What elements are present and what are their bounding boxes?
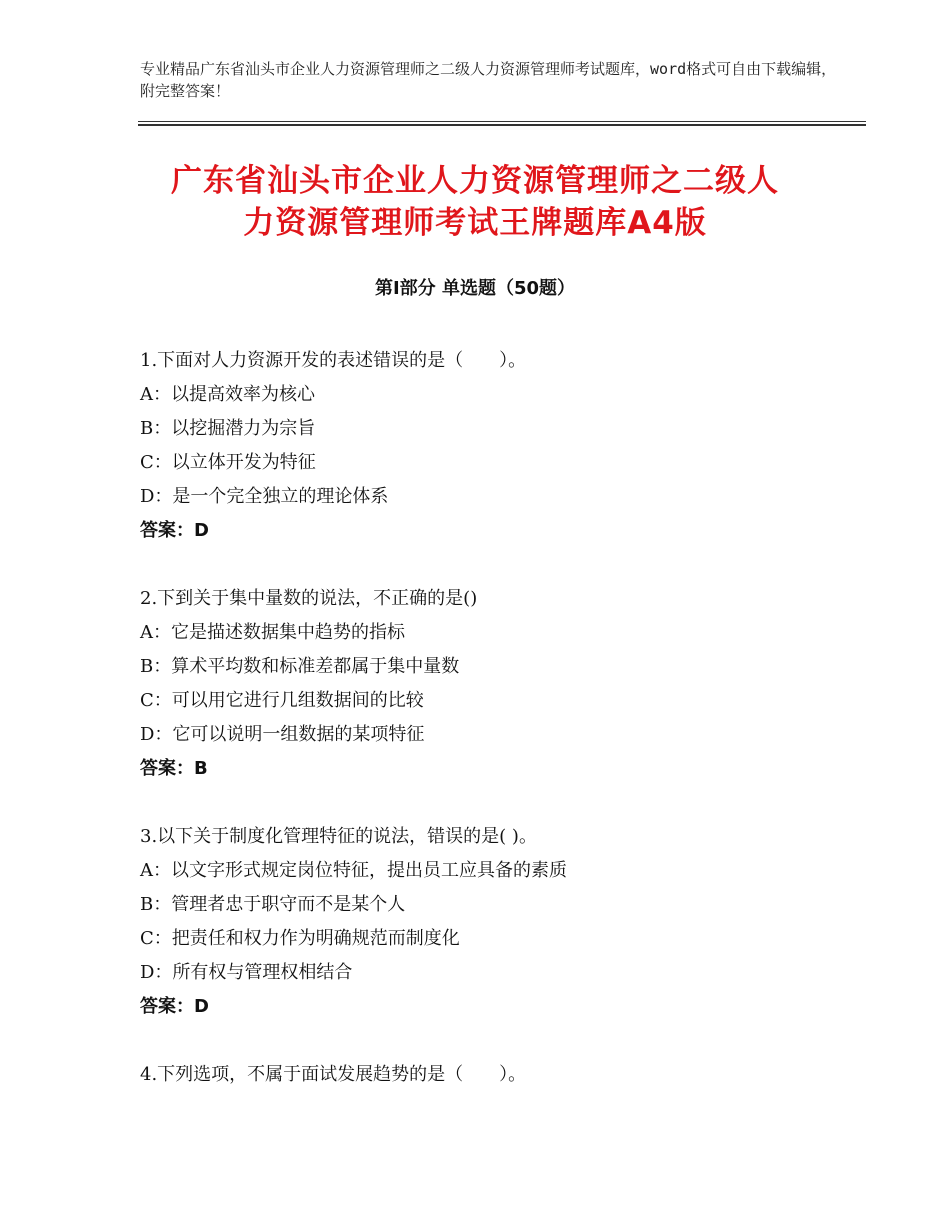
option-d: D：所有权与管理权相结合 <box>140 962 353 983</box>
question-list <box>140 344 860 1126</box>
question-stem: 2.下到关于集中量数的说法，不正确的是() <box>140 588 478 609</box>
option-c: C：可以用它进行几组数据间的比较 <box>140 690 424 711</box>
option-a: A：以文字形式规定岗位特征，提出员工应具备的素质 <box>140 860 567 881</box>
question-2 <box>140 582 860 786</box>
option-d: D：是一个完全独立的理论体系 <box>140 486 389 507</box>
question-1 <box>140 344 860 548</box>
answer: 答案：D <box>140 520 209 541</box>
header-divider-thick <box>138 124 866 126</box>
header-note: 专业精品广东省汕头市企业人力资源管理师之二级人力资源管理师考试题库，word格式可自由下载编辑，附完整答案！ <box>140 60 837 100</box>
option-d: D：它可以说明一组数据的某项特征 <box>140 724 425 745</box>
option-c: C：把责任和权力作为明确规范而制度化 <box>140 928 460 949</box>
question-stem: 3.以下关于制度化管理特征的说法，错误的是( )。 <box>140 826 537 847</box>
answer: 答案：D <box>140 996 209 1017</box>
answer: 答案：B <box>140 758 208 779</box>
option-a: A：以提高效率为核心 <box>140 384 315 405</box>
section-title: 第Ⅰ部分 单选题（50题） <box>374 278 575 299</box>
title-line-1: 广东省汕头市企业人力资源管理师之二级人 <box>171 163 779 199</box>
title-line-2: 力资源管理师考试王牌题库A4版 <box>243 205 707 241</box>
question-4 <box>140 1058 860 1092</box>
question-stem: 1.下面对人力资源开发的表述错误的是（ ）。 <box>140 350 527 371</box>
question-stem: 4.下列选项，不属于面试发展趋势的是（ ）。 <box>140 1064 527 1085</box>
option-b: B：管理者忠于职守而不是某个人 <box>140 894 406 915</box>
option-a: A：它是描述数据集中趋势的指标 <box>140 622 405 643</box>
header-divider-thin <box>138 121 866 122</box>
question-3 <box>140 820 860 1024</box>
option-c: C：以立体开发为特征 <box>140 452 316 473</box>
option-b: B：算术平均数和标准差都属于集中量数 <box>140 656 460 677</box>
document-title <box>100 160 850 244</box>
option-b: B：以挖掘潜力为宗旨 <box>140 418 316 439</box>
